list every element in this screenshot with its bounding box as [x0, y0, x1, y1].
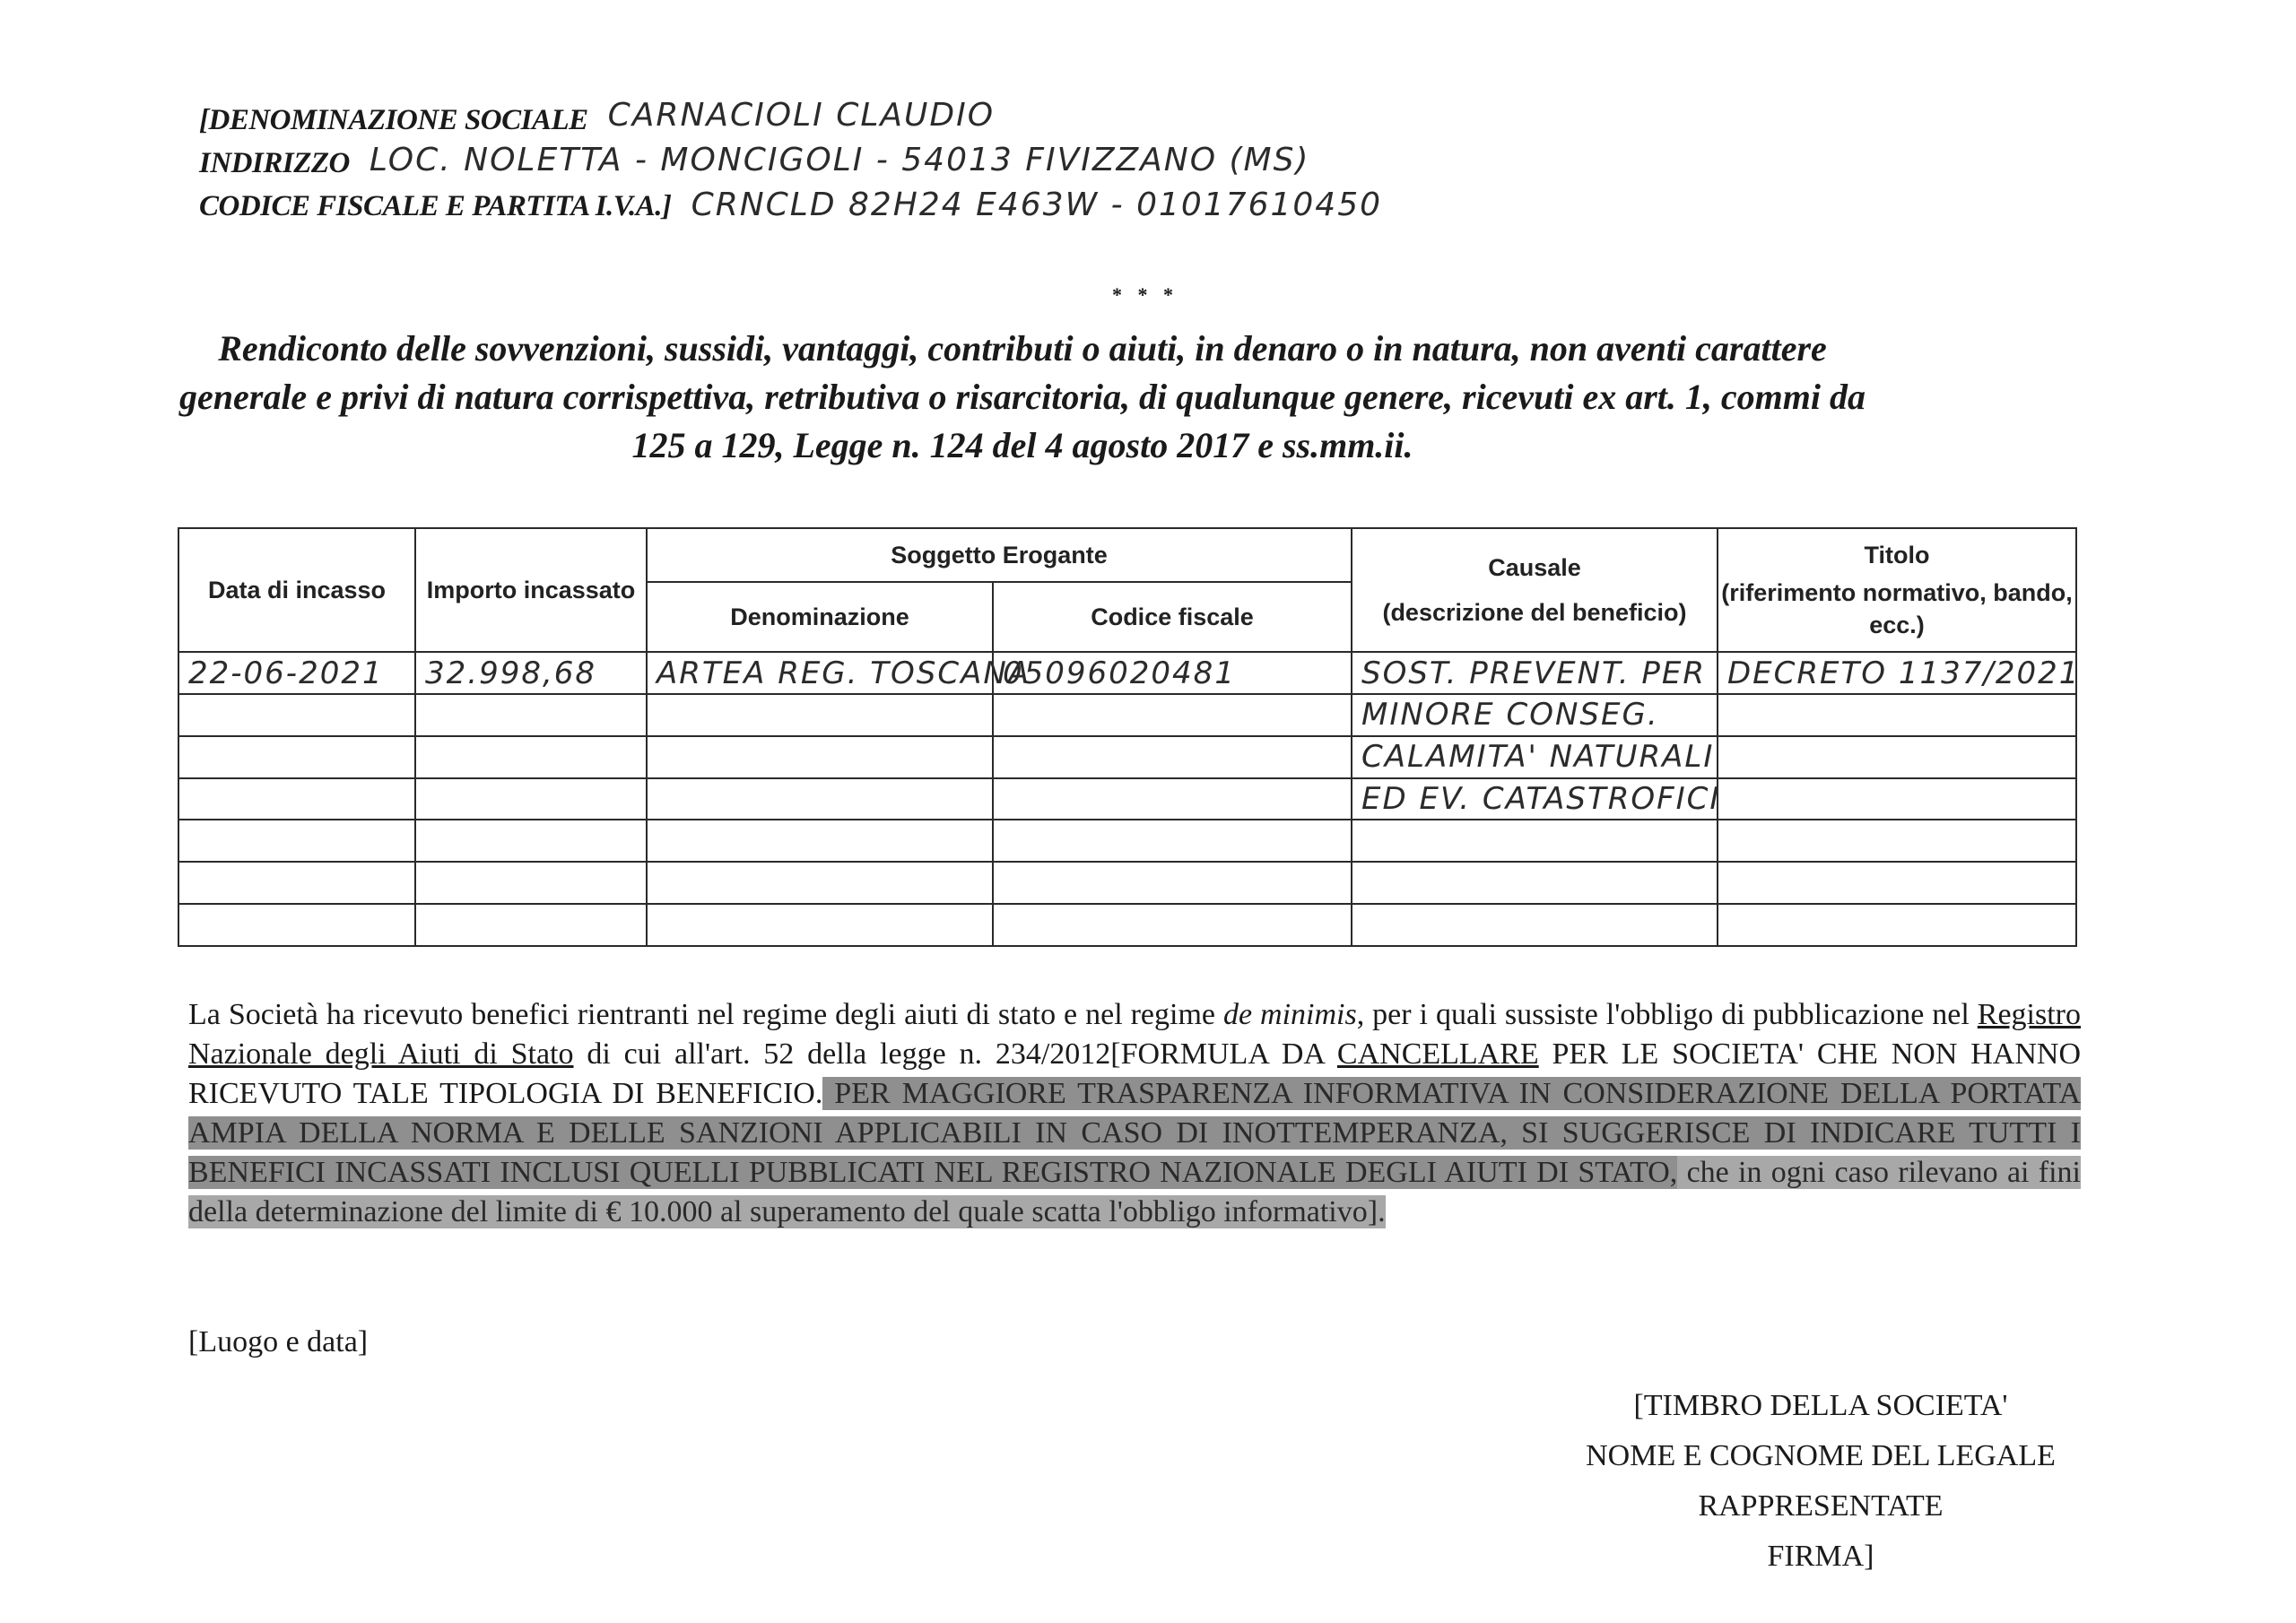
cell-denominazione: [647, 904, 993, 946]
indirizzo-row: [199, 143, 1634, 187]
cell-titolo: [1718, 778, 2076, 820]
cell-codice-fiscale: [993, 736, 1352, 778]
header-causale: [1352, 528, 1718, 652]
cell-titolo: [1718, 736, 2076, 778]
table-header-row: [178, 528, 2076, 582]
signature-line-1: [TIMBRO DELLA SOCIETA': [1633, 1389, 2008, 1422]
cell-denominazione: [647, 862, 993, 904]
para-text-3: di cui all'art. 52 della legge n. 234/2012[FORMULA DA: [573, 1037, 1337, 1071]
cell-causale: [1352, 862, 1718, 904]
para-cancellare: CANCELLARE: [1336, 1037, 1539, 1071]
cell-titolo: DECRETO 1137/2021: [1718, 652, 2076, 694]
disclosure-paragraph: [188, 995, 2081, 1232]
cell-data: [178, 862, 415, 904]
codice-fiscale-label: CODICE FISCALE E PARTITA I.V.A.]: [199, 190, 672, 222]
table-row: [178, 778, 2076, 820]
cell-codice-fiscale: [993, 904, 1352, 946]
table-row: [178, 652, 2076, 694]
para-text-4: PER LE SOCIETA' CHE NON HANNO RICEVUTO TALE TIPOLOGIA DI BENEFICIO.: [188, 1037, 2081, 1110]
cell-denominazione: [647, 820, 993, 862]
cell-data: [178, 904, 415, 946]
cell-importo: 32.998,68: [415, 652, 647, 694]
cell-causale: MINORE CONSEG.: [1352, 694, 1718, 736]
cell-codice-fiscale: 05096020481: [993, 652, 1352, 694]
cell-titolo: [1718, 862, 2076, 904]
signature-block: [1507, 1381, 2135, 1582]
para-shaded-note: PER MAGGIORE TRASPARENZA INFORMATIVA IN CONSIDERAZIONE DELLA PORTATA AMPIA DELLA NORMA E DELLE SANZIONI APPLICABILI IN CASO DI INOTTEMPERANZA, SI SUGGERISCE DI INDICARE TUTTI I BENEFICI INCASSATI INCLUSI QUELLI PUBBLICATI NEL REGISTRO NAZIONALE DEGLI AIUTI DI STATO,: [188, 1077, 2082, 1189]
codice-fiscale-row: [199, 187, 1634, 230]
cell-codice-fiscale: [993, 694, 1352, 736]
signature-line-2: NOME E COGNOME DEL LEGALE: [1586, 1439, 2056, 1472]
cell-causale: SOST. PREVENT. PER: [1352, 652, 1718, 694]
cell-causale: [1352, 820, 1718, 862]
cell-data: [178, 694, 415, 736]
cell-codice-fiscale: [993, 820, 1352, 862]
indirizzo-value: LOC. NOLETTA - MONCIGOLI - 54013 FIVIZZANO (MS): [369, 142, 1310, 178]
cell-denominazione: [647, 694, 993, 736]
cell-importo: [415, 694, 647, 736]
header-titolo-sub: (riferimento normativo, bando, ecc.): [1721, 579, 2073, 639]
cell-importo: [415, 820, 647, 862]
cell-titolo: [1718, 904, 2076, 946]
cell-causale: [1352, 904, 1718, 946]
codice-fiscale-value: CRNCLD 82H24 E463W - 01017610450: [691, 187, 1383, 223]
indirizzo-label: INDIRIZZO: [199, 147, 350, 179]
cell-importo: [415, 778, 647, 820]
benefits-table: [178, 527, 2081, 947]
para-shaded-note-lower: che in ogni caso rilevano ai fini della determinazione del limite di € 10.000 al superamento del quale scatta l'obbligo informativo].: [188, 1156, 2082, 1228]
section-separator: * * *: [1112, 283, 1178, 306]
para-registro: Registro Nazionale degli Aiuti di Stato: [188, 998, 2081, 1071]
para-text-2: , per i quali sussiste l'obbligo di pubblicazione nel: [1356, 998, 1978, 1031]
para-de-minimis: de minimis: [1222, 998, 1357, 1031]
table-row: [178, 904, 2076, 946]
cell-importo: [415, 862, 647, 904]
header-causale-title: Causale: [1488, 554, 1581, 582]
header-titolo: [1718, 528, 2076, 652]
cell-data: 22-06-2021: [178, 652, 415, 694]
cell-causale: ED EV. CATASTROFICI: [1352, 778, 1718, 820]
signature-line-3: RAPPRESENTATE: [1698, 1489, 1944, 1523]
header-importo: Importo incassato: [415, 528, 647, 652]
table-row: [178, 820, 2076, 862]
cell-titolo: [1718, 694, 2076, 736]
cell-denominazione: ARTEA REG. TOSCANA: [647, 652, 993, 694]
header-titolo-title: Titolo: [1864, 542, 1930, 569]
denominazione-label: [DENOMINAZIONE SOCIALE: [199, 104, 588, 136]
cell-denominazione: [647, 778, 993, 820]
cell-causale: CALAMITA' NATURALI: [1352, 736, 1718, 778]
cell-codice-fiscale: [993, 778, 1352, 820]
document-title: Rendiconto delle sovvenzioni, sussidi, vantaggi, contributi o aiuti, in denaro o in natura, non aventi carattere generale e privi di natura corrispettiva, retributiva o risarcitoria, di qualunque genere, ricevuti ex art. 1, commi da 125 a 129, Legge n. 124 del 4 agosto 2017 e ss.mm.ii.: [179, 328, 1866, 465]
signature-line-4: FIRMA]: [1767, 1540, 1874, 1573]
table-row: [178, 694, 2076, 736]
table-row: [178, 862, 2076, 904]
place-and-date: [Luogo e data]: [188, 1325, 369, 1358]
cell-importo: [415, 736, 647, 778]
cell-importo: [415, 904, 647, 946]
cell-data: [178, 778, 415, 820]
table-row: [178, 736, 2076, 778]
denominazione-row: [199, 97, 1634, 143]
header-data-incasso: Data di incasso: [178, 528, 415, 652]
denominazione-value: CARNACIOLI CLAUDIO: [607, 97, 996, 134]
cell-data: [178, 736, 415, 778]
cell-denominazione: [647, 736, 993, 778]
header-causale-sub: (descrizione del beneficio): [1382, 599, 1687, 627]
header-codice-fiscale: Codice fiscale: [993, 582, 1352, 652]
cell-data: [178, 820, 415, 862]
header-denominazione: Denominazione: [647, 582, 993, 652]
header-soggetto-erogante: Soggetto Erogante: [647, 528, 1352, 582]
company-header: [199, 97, 1634, 230]
cell-codice-fiscale: [993, 862, 1352, 904]
para-text-1: La Società ha ricevuto benefici rientranti nel regime degli aiuti di stato e nel regime: [188, 998, 1223, 1031]
cell-titolo: [1718, 820, 2076, 862]
